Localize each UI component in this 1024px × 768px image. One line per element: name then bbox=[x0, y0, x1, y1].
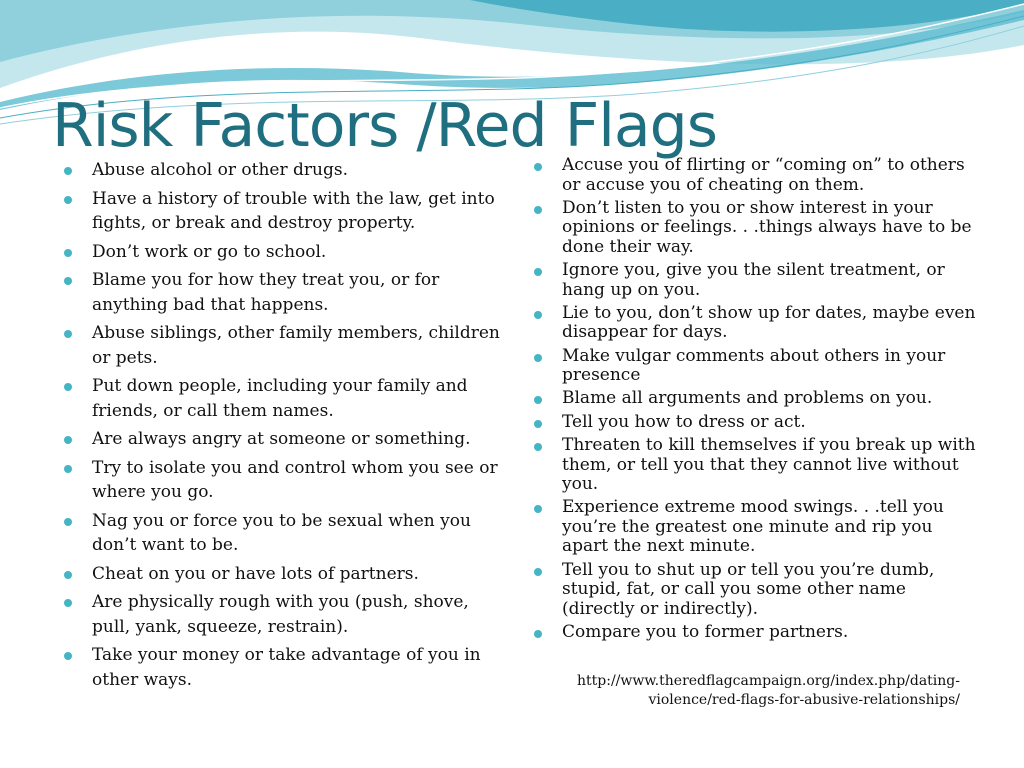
list-item: Try to isolate you and control whom you see or where you go. bbox=[92, 456, 507, 505]
slide-title: Risk Factors /Red Flags bbox=[52, 91, 718, 161]
source-url: http://www.theredflagcampaign.org/index.php/dating-violence/red-flags-for-abusive-relationships/ bbox=[577, 673, 960, 708]
list-item: Tell you to shut up or tell you you’re dumb, stupid, fat, or call you some other name (directly or indirectly). bbox=[562, 561, 982, 620]
list-item: Cheat on you or have lots of partners. bbox=[92, 562, 507, 587]
right-bullet-list bbox=[562, 156, 982, 646]
list-item: Experience extreme mood swings. . .tell you you’re the greatest one minute and rip you apart the next minute. bbox=[562, 498, 982, 557]
list-item: Compare you to former partners. bbox=[562, 623, 982, 643]
list-item: Blame you for how they treat you, or for anything bad that happens. bbox=[92, 268, 507, 317]
list-item: Tell you how to dress or act. bbox=[562, 413, 982, 433]
list-item: Threaten to kill themselves if you break up with them, or tell you that they cannot live without you. bbox=[562, 436, 982, 495]
left-bullet-list bbox=[92, 158, 507, 696]
list-item: Make vulgar comments about others in your presence bbox=[562, 347, 982, 386]
list-item: Nag you or force you to be sexual when you don’t want to be. bbox=[92, 509, 507, 558]
list-item: Abuse alcohol or other drugs. bbox=[92, 158, 507, 183]
list-item: Lie to you, don’t show up for dates, maybe even disappear for days. bbox=[562, 304, 982, 343]
list-item: Put down people, including your family and friends, or call them names. bbox=[92, 374, 507, 423]
list-item: Are always angry at someone or something. bbox=[92, 427, 507, 452]
list-item: Are physically rough with you (push, shove, pull, yank, squeeze, restrain). bbox=[92, 590, 507, 639]
list-item: Don’t work or go to school. bbox=[92, 240, 507, 265]
list-item: Have a history of trouble with the law, get into fights, or break and destroy property. bbox=[92, 187, 507, 236]
list-item: Abuse siblings, other family members, children or pets. bbox=[92, 321, 507, 370]
list-item: Don’t listen to you or show interest in your opinions or feelings. . .things always have to be done their way. bbox=[562, 199, 982, 258]
list-item: Accuse you of flirting or “coming on” to others or accuse you of cheating on them. bbox=[562, 156, 982, 195]
list-item: Ignore you, give you the silent treatment, or hang up on you. bbox=[562, 261, 982, 300]
list-item: Blame all arguments and problems on you. bbox=[562, 389, 982, 409]
list-item: Take your money or take advantage of you in other ways. bbox=[92, 643, 507, 692]
